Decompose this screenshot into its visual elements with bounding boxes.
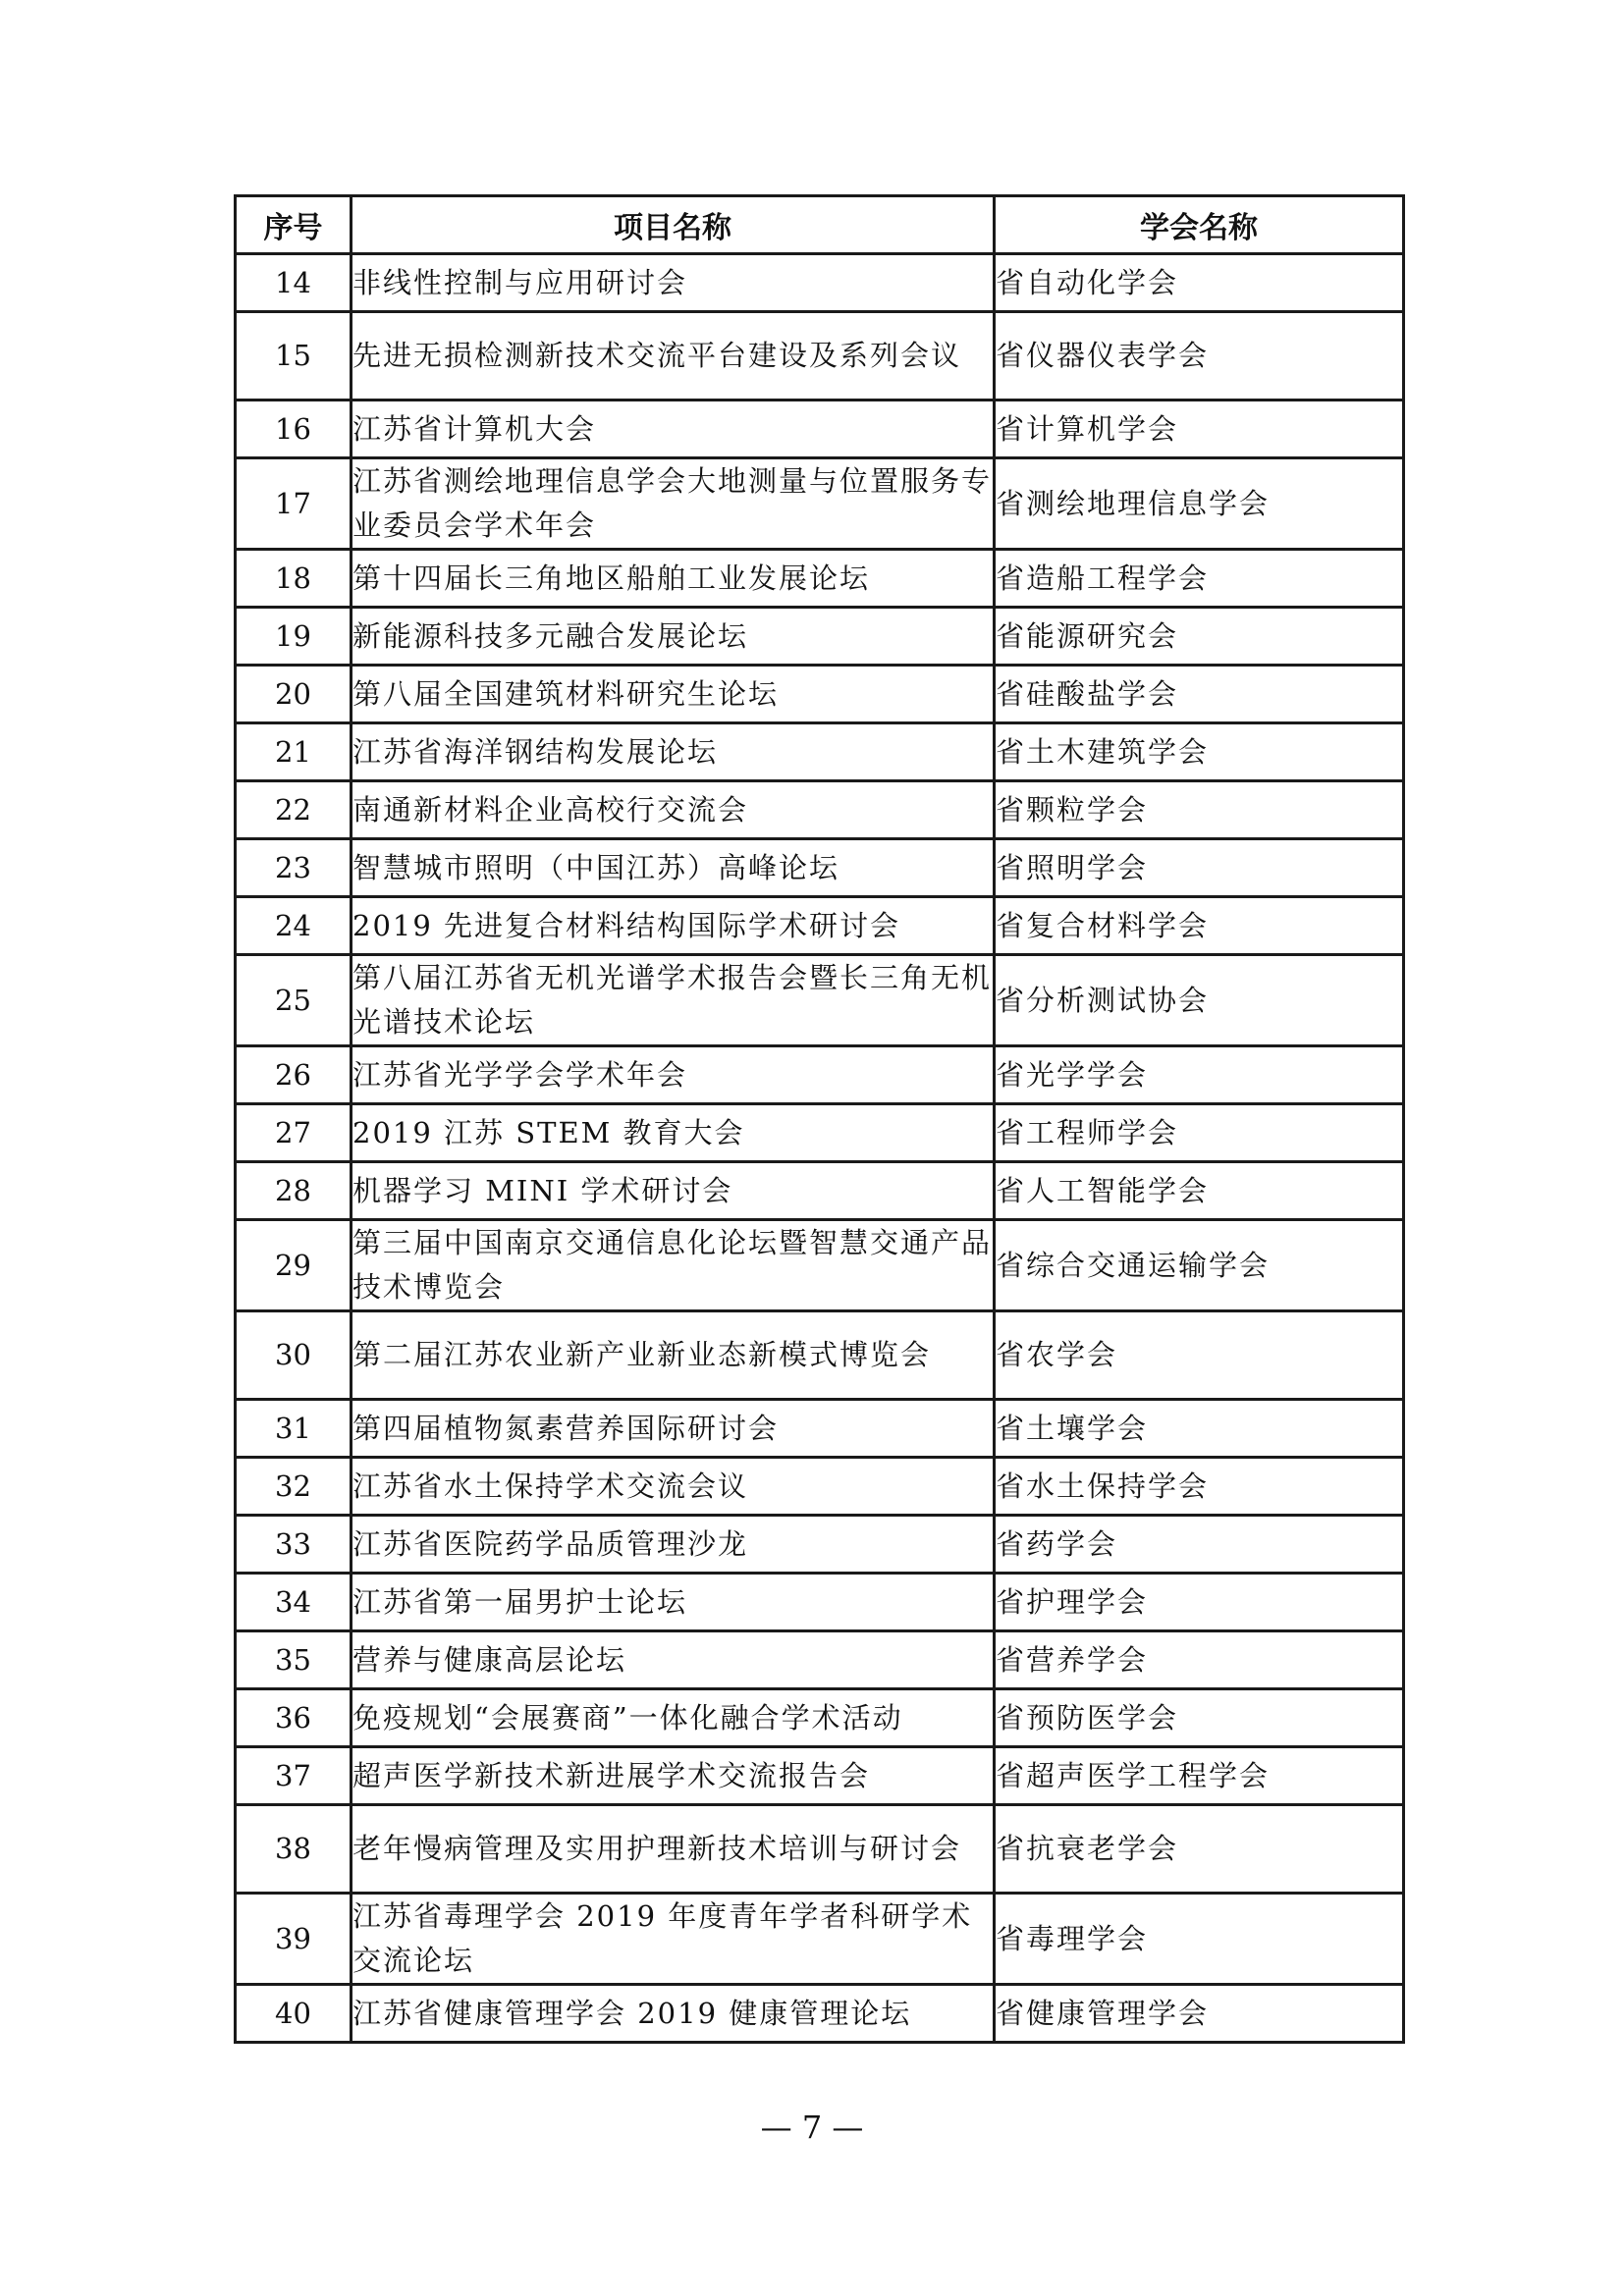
- table-row: [236, 1311, 1404, 1400]
- row-no: 16: [236, 400, 352, 458]
- table-row: [236, 666, 1404, 723]
- row-society-name: 省水土保持学会: [995, 1458, 1404, 1516]
- row-society-name: 省毒理学会: [995, 1894, 1404, 1985]
- row-society-name: 省光学学会: [995, 1046, 1404, 1104]
- table-row: [236, 1104, 1404, 1162]
- row-no: 29: [236, 1220, 352, 1311]
- table-row: [236, 723, 1404, 781]
- table-row: [236, 955, 1404, 1046]
- row-no: 33: [236, 1516, 352, 1574]
- row-no: 38: [236, 1805, 352, 1894]
- table-row: [236, 254, 1404, 312]
- row-no: 40: [236, 1985, 352, 2043]
- project-table: [234, 194, 1405, 2044]
- row-project-name: 第八届江苏省无机光谱学术报告会暨长三角无机光谱技术论坛: [352, 955, 995, 1046]
- table-row: [236, 1689, 1404, 1747]
- row-no: 17: [236, 458, 352, 550]
- row-project-name: 江苏省测绘地理信息学会大地测量与位置服务专业委员会学术年会: [352, 458, 995, 550]
- row-no: 27: [236, 1104, 352, 1162]
- row-project-name: 江苏省光学学会学术年会: [352, 1046, 995, 1104]
- row-society-name: 省造船工程学会: [995, 550, 1404, 608]
- row-no: 21: [236, 723, 352, 781]
- row-no: 37: [236, 1747, 352, 1805]
- row-society-name: 省农学会: [995, 1311, 1404, 1400]
- row-no: 32: [236, 1458, 352, 1516]
- table-row: [236, 1985, 1404, 2043]
- row-society-name: 省土木建筑学会: [995, 723, 1404, 781]
- row-project-name: 第十四届长三角地区船舶工业发展论坛: [352, 550, 995, 608]
- row-no: 15: [236, 312, 352, 400]
- table-row: [236, 400, 1404, 458]
- row-no: 28: [236, 1162, 352, 1220]
- row-project-name: 南通新材料企业高校行交流会: [352, 781, 995, 839]
- header-no: 序号: [236, 196, 352, 254]
- row-no: 18: [236, 550, 352, 608]
- row-project-name: 江苏省计算机大会: [352, 400, 995, 458]
- row-no: 14: [236, 254, 352, 312]
- row-no: 22: [236, 781, 352, 839]
- row-project-name: 2019 先进复合材料结构国际学术研讨会: [352, 897, 995, 955]
- table-row: [236, 1458, 1404, 1516]
- row-society-name: 省土壤学会: [995, 1400, 1404, 1458]
- row-society-name: 省计算机学会: [995, 400, 1404, 458]
- row-project-name: 营养与健康高层论坛: [352, 1631, 995, 1689]
- row-project-name: 新能源科技多元融合发展论坛: [352, 608, 995, 666]
- row-no: 35: [236, 1631, 352, 1689]
- row-project-name: 江苏省医院药学品质管理沙龙: [352, 1516, 995, 1574]
- row-project-name: 江苏省健康管理学会 2019 健康管理论坛: [352, 1985, 995, 2043]
- table-header-row: [236, 196, 1404, 254]
- row-project-name: 第四届植物氮素营养国际研讨会: [352, 1400, 995, 1458]
- row-society-name: 省人工智能学会: [995, 1162, 1404, 1220]
- table-row: [236, 839, 1404, 897]
- row-no: 39: [236, 1894, 352, 1985]
- row-society-name: 省药学会: [995, 1516, 1404, 1574]
- header-project-name: 项目名称: [352, 196, 995, 254]
- row-no: 34: [236, 1574, 352, 1631]
- row-project-name: 第八届全国建筑材料研究生论坛: [352, 666, 995, 723]
- table-row: [236, 458, 1404, 550]
- row-project-name: 第二届江苏农业新产业新业态新模式博览会: [352, 1311, 995, 1400]
- table-row: [236, 312, 1404, 400]
- row-society-name: 省照明学会: [995, 839, 1404, 897]
- table-row: [236, 1220, 1404, 1311]
- row-project-name: 老年慢病管理及实用护理新技术培训与研讨会: [352, 1805, 995, 1894]
- row-no: 23: [236, 839, 352, 897]
- row-no: 25: [236, 955, 352, 1046]
- row-project-name: 先进无损检测新技术交流平台建设及系列会议: [352, 312, 995, 400]
- row-project-name: 江苏省第一届男护士论坛: [352, 1574, 995, 1631]
- table-row: [236, 781, 1404, 839]
- row-society-name: 省健康管理学会: [995, 1985, 1404, 2043]
- row-project-name: 江苏省水土保持学术交流会议: [352, 1458, 995, 1516]
- header-society-name: 学会名称: [995, 196, 1404, 254]
- row-project-name: 第三届中国南京交通信息化论坛暨智慧交通产品技术博览会: [352, 1220, 995, 1311]
- row-society-name: 省仪器仪表学会: [995, 312, 1404, 400]
- table-row: [236, 1574, 1404, 1631]
- row-project-name: 免疫规划“会展赛商”一体化融合学术活动: [352, 1689, 995, 1747]
- row-society-name: 省分析测试协会: [995, 955, 1404, 1046]
- row-society-name: 省能源研究会: [995, 608, 1404, 666]
- row-society-name: 省测绘地理信息学会: [995, 458, 1404, 550]
- table-row: [236, 1516, 1404, 1574]
- table-row: [236, 1805, 1404, 1894]
- row-society-name: 省复合材料学会: [995, 897, 1404, 955]
- table-row: [236, 1894, 1404, 1985]
- page-number: — 7 —: [760, 2109, 864, 2146]
- row-project-name: 非线性控制与应用研讨会: [352, 254, 995, 312]
- table-row: [236, 1162, 1404, 1220]
- row-no: 36: [236, 1689, 352, 1747]
- row-no: 20: [236, 666, 352, 723]
- row-project-name: 2019 江苏 STEM 教育大会: [352, 1104, 995, 1162]
- row-project-name: 智慧城市照明（中国江苏）高峰论坛: [352, 839, 995, 897]
- row-society-name: 省工程师学会: [995, 1104, 1404, 1162]
- table-row: [236, 608, 1404, 666]
- table-row: [236, 1631, 1404, 1689]
- row-no: 31: [236, 1400, 352, 1458]
- row-society-name: 省综合交通运输学会: [995, 1220, 1404, 1311]
- table-row: [236, 1400, 1404, 1458]
- table-row: [236, 550, 1404, 608]
- row-no: 24: [236, 897, 352, 955]
- row-society-name: 省预防医学会: [995, 1689, 1404, 1747]
- row-no: 26: [236, 1046, 352, 1104]
- row-society-name: 省护理学会: [995, 1574, 1404, 1631]
- row-no: 19: [236, 608, 352, 666]
- row-society-name: 省颗粒学会: [995, 781, 1404, 839]
- row-society-name: 省抗衰老学会: [995, 1805, 1404, 1894]
- table-row: [236, 1046, 1404, 1104]
- table-row: [236, 897, 1404, 955]
- table-row: [236, 1747, 1404, 1805]
- row-project-name: 机器学习 MINI 学术研讨会: [352, 1162, 995, 1220]
- row-society-name: 省营养学会: [995, 1631, 1404, 1689]
- row-project-name: 江苏省海洋钢结构发展论坛: [352, 723, 995, 781]
- row-project-name: 江苏省毒理学会 2019 年度青年学者科研学术交流论坛: [352, 1894, 995, 1985]
- row-society-name: 省自动化学会: [995, 254, 1404, 312]
- row-society-name: 省硅酸盐学会: [995, 666, 1404, 723]
- row-project-name: 超声医学新技术新进展学术交流报告会: [352, 1747, 995, 1805]
- row-society-name: 省超声医学工程学会: [995, 1747, 1404, 1805]
- row-no: 30: [236, 1311, 352, 1400]
